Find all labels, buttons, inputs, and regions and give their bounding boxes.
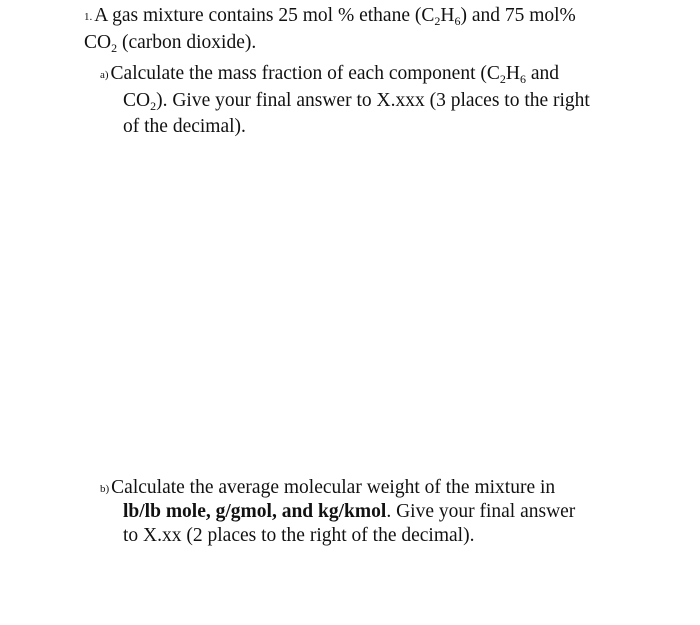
part-a-line-1: a) Calculate the mass fraction of each component ($C_2H_6$ and — [100, 63, 559, 86]
part-a-marker: a) — [100, 69, 109, 81]
part-b-line-1: b) Calculate the average molecular weight of the mixture in — [100, 477, 556, 498]
question-line-1: 1. A gas mixture contains 25 mol % ethane $(C_2H_6)$ and 75 mol% — [84, 5, 576, 28]
part-a-line-2: $CO_2$). Give your final answer to X.xxx (3 places to the right — [123, 90, 590, 113]
part-b-line-2: lb/lb mole, g/gmol, and kg/kmol. Give your final answer — [123, 501, 576, 522]
part-b-line-3: to X.xx (2 places to the right of the decimal). — [123, 525, 475, 546]
part-b-marker: b) — [100, 483, 110, 495]
part-a-line-3: of the decimal). — [123, 116, 246, 137]
units-emphasis: lb/lb mole, g/gmol, and kg/kmol — [123, 501, 387, 522]
question-number: 1. — [84, 11, 93, 23]
question-line-2: $CO_2$ (carbon dioxide). — [84, 32, 257, 55]
